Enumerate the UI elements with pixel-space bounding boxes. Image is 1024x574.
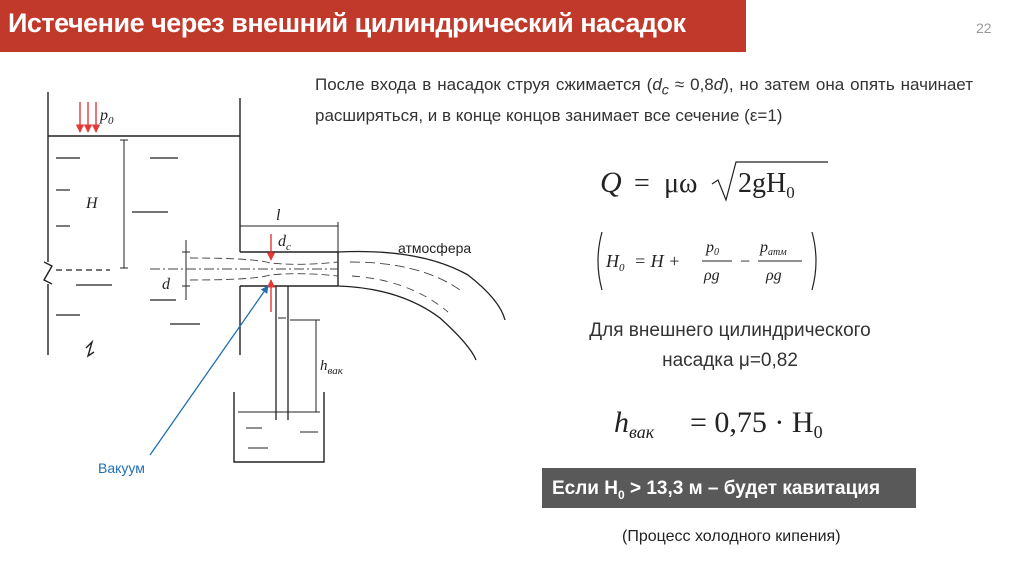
head-formula (592, 226, 822, 296)
pressure-arrows (80, 102, 96, 132)
vacuum-pointer (150, 286, 268, 455)
slide-title: Истечение через внешний цилиндрический насадок (8, 8, 686, 38)
cavitation-text: Если $H_0 > 13,3$ м – будет кавитация (552, 478, 881, 502)
svg-text:−: − (740, 251, 751, 271)
lower-vessel (234, 392, 324, 462)
svg-text:hвак: $h_{вак}$ (614, 406, 655, 442)
desc-part3: ), но затем она опять начинает расширяться, и в конце концов занимает все сечение (ε=1) (315, 75, 973, 126)
svg-text:=: = (634, 168, 650, 199)
svg-text:H0: $H_0$ (606, 251, 625, 274)
svg-text:μω: μω (664, 168, 698, 199)
svg-text:= 0,75 · H0: = $0,75 \cdot H_0$ (690, 406, 823, 442)
desc-dc-sub: c (661, 82, 669, 99)
tank (44, 92, 240, 356)
jet-lines (150, 258, 338, 280)
desc-part2: ≈ 0,8 (668, 75, 714, 94)
l-label: l (276, 207, 281, 224)
cold-boiling-note: (Процесс холодного кипения) (622, 528, 841, 545)
svg-text:2gH0: $2gH_0$ (738, 168, 795, 202)
mu-note-line1: Для внешнего цилиндрического (589, 320, 871, 341)
desc-part1: После входа в насадок струя сжимается ( (315, 75, 653, 94)
piezometer (276, 286, 288, 420)
mu-note (540, 316, 920, 376)
mu-note-line2: насадка μ=0,82 (662, 350, 798, 371)
d-dimension (182, 240, 190, 300)
vacuum-height-formula (610, 396, 870, 450)
svg-text:= H +: = H + (634, 251, 681, 271)
svg-text:ρg: ρg (766, 267, 782, 284)
svg-text:Q: Q (600, 166, 622, 199)
desc-dc-var: d (652, 75, 662, 94)
atmosphere-label: атмосфера (398, 240, 472, 256)
h-label: H (86, 195, 98, 212)
jet-dashes (350, 262, 460, 312)
h-dimension (120, 140, 128, 268)
p0-label: $p_0$ (100, 107, 114, 127)
vacuum-label: Вакуум (98, 460, 145, 476)
water-level-marks (56, 158, 200, 324)
svg-text:p0: p0 (706, 239, 719, 258)
hvak-dimension (290, 320, 320, 412)
svg-text:pатм: pатм (760, 239, 787, 258)
dc-label: $d_c$ (278, 233, 291, 253)
free-jet (338, 251, 505, 360)
desc-d-var: d (713, 75, 724, 94)
svg-text:ρg: ρg (704, 267, 720, 284)
d-label: d (162, 276, 170, 293)
hvak-label: $h_{вак}$ (320, 358, 343, 377)
lower-vessel-water (238, 412, 320, 448)
nozzle-diagram (0, 60, 520, 480)
flow-rate-formula (596, 156, 846, 210)
page-number: 22 (976, 20, 992, 36)
